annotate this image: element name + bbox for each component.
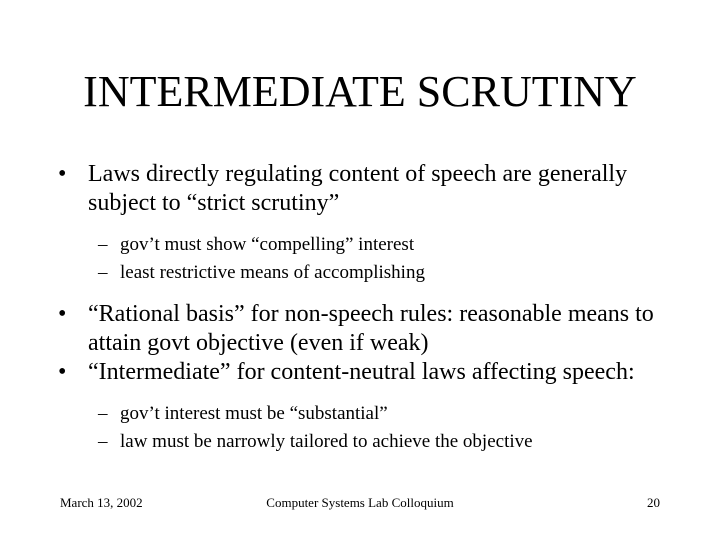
bullet-text: “Rational basis” for non-speech rules: reasonable means to attain govt objective (even if weak) <box>88 301 654 356</box>
bullet-rational-basis <box>58 300 658 358</box>
dash-mark: – <box>98 403 108 424</box>
sub-item <box>58 259 658 287</box>
sub-item <box>58 428 658 456</box>
footer-page-number: 20 <box>647 495 660 510</box>
sub-item-text: law must be narrowly tailored to achieve the objective <box>120 431 533 452</box>
sub-list-strict <box>58 231 658 287</box>
sub-item-text: gov’t must show “compelling” interest <box>120 234 415 255</box>
bullet-text: “Intermediate” for content-neutral laws affecting speech: <box>88 359 635 385</box>
bullet-mark: • <box>58 161 67 187</box>
sub-item-text: least restrictive means of accomplishing <box>120 262 425 283</box>
footer-date: March 13, 2002 <box>60 495 143 510</box>
bullet-intermediate <box>58 358 658 387</box>
bullet-text: Laws directly regulating content of speech are generally subject to “strict scrutiny” <box>88 161 628 216</box>
sub-item-text: gov’t interest must be “substantial” <box>120 403 388 424</box>
bullet-mark: • <box>58 301 67 327</box>
sub-item <box>58 400 658 428</box>
footer-event: Computer Systems Lab Colloquium <box>266 495 454 510</box>
sub-list-intermediate <box>58 400 658 456</box>
slide-body <box>58 160 658 469</box>
slide-title: INTERMEDIATE SCRUTINY <box>83 67 637 116</box>
bullet-mark: • <box>58 359 67 385</box>
dash-mark: – <box>98 262 108 283</box>
dash-mark: – <box>98 431 108 452</box>
bullet-strict-scrutiny <box>58 160 658 218</box>
dash-mark: – <box>98 234 108 255</box>
sub-item <box>58 231 658 259</box>
